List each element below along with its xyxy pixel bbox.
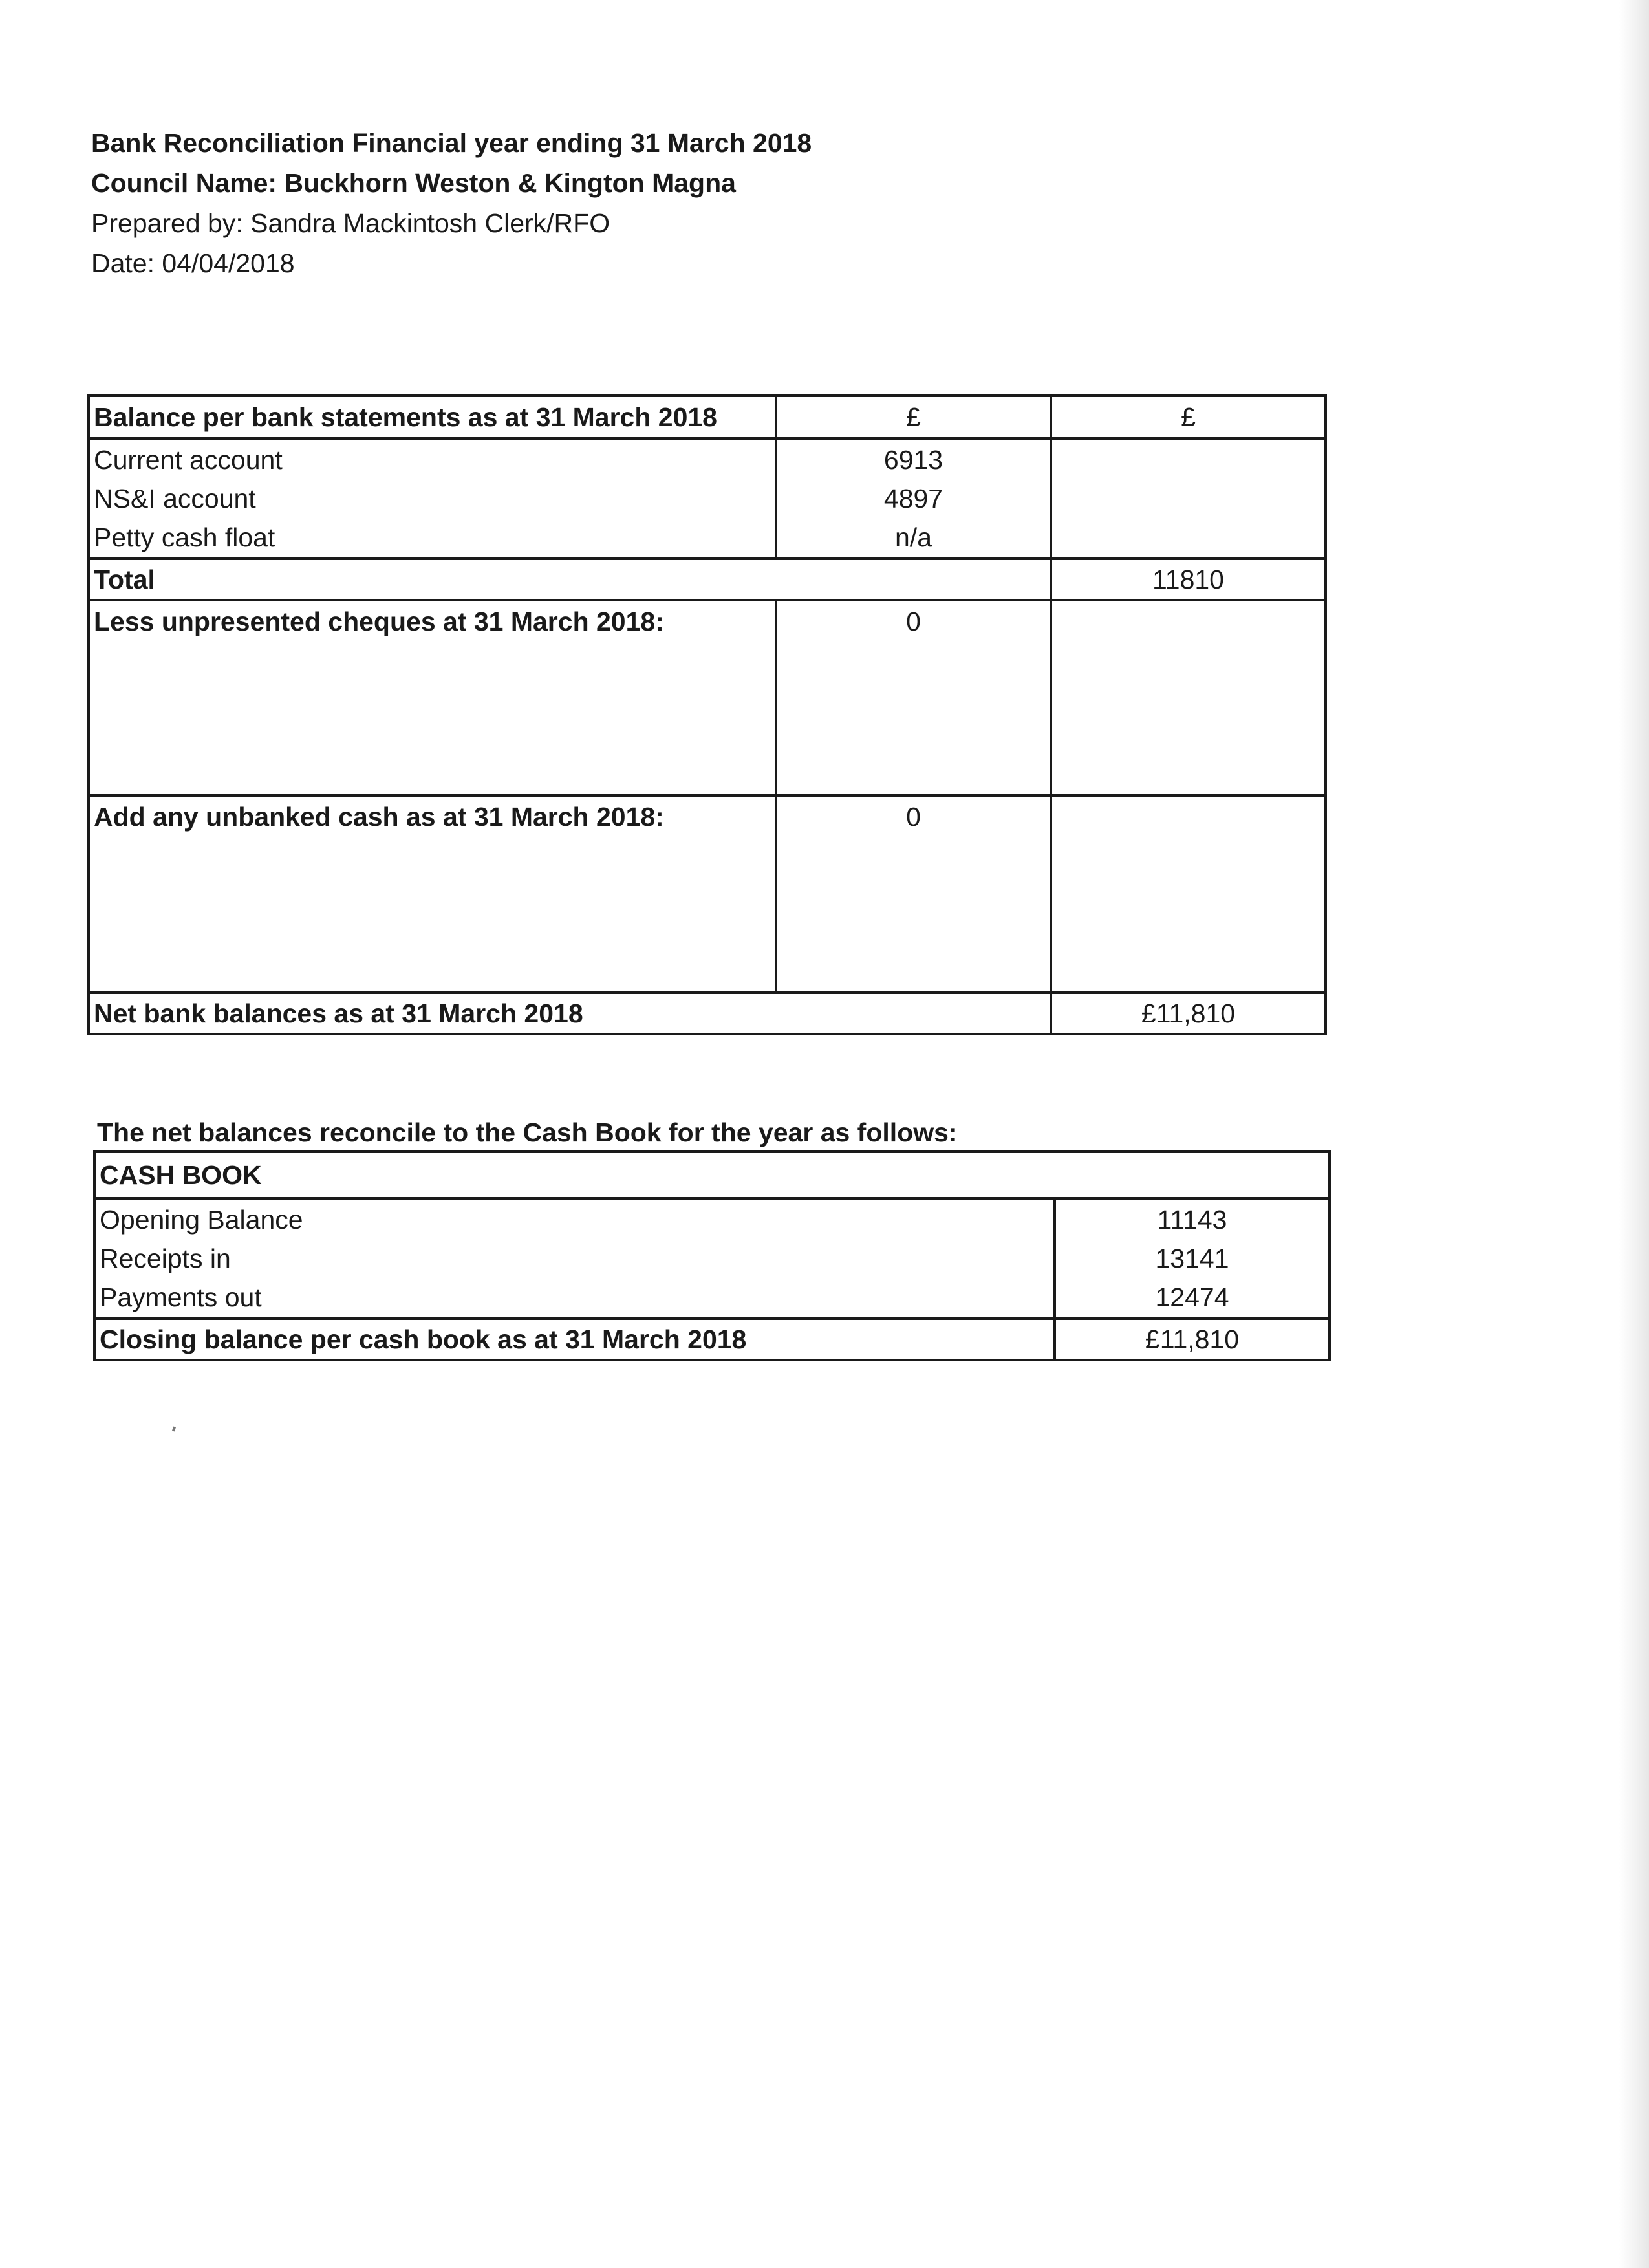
col2-currency-header: £ xyxy=(1051,396,1326,438)
table-row xyxy=(89,600,1326,795)
net-bank-balance-label: Net bank balances as at 31 March 2018 xyxy=(89,993,1051,1034)
table-row xyxy=(89,795,1326,993)
document-date: Date: 04/04/2018 xyxy=(91,248,295,278)
table-row xyxy=(94,1198,1330,1319)
net-bank-balance-value: £11,810 xyxy=(1051,993,1326,1034)
page-edge-shadow xyxy=(1619,0,1649,2268)
table-row xyxy=(89,993,1326,1034)
unbanked-cash-value: 0 xyxy=(776,795,1051,993)
cashbook-row-label: Opening Balance xyxy=(100,1205,303,1235)
col1-currency-header: £ xyxy=(776,396,1051,438)
cashbook-row-label: Receipts in xyxy=(100,1244,231,1273)
cashbook-row-value: 12474 xyxy=(1155,1282,1229,1312)
account-value: n/a xyxy=(895,523,932,552)
cashbook-labels xyxy=(94,1198,1055,1319)
account-label: NS&I account xyxy=(94,484,256,513)
account-value: 6913 xyxy=(883,445,943,475)
document-header xyxy=(91,123,812,283)
balance-heading: Balance per bank statements as at 31 March 2018 xyxy=(89,396,776,438)
unpresented-cheques-value: 0 xyxy=(776,600,1051,795)
total-value: 11810 xyxy=(1051,559,1326,600)
table-row xyxy=(89,438,1326,559)
empty-cell xyxy=(1051,600,1326,795)
cashbook-row-value: 11143 xyxy=(1157,1205,1227,1235)
unpresented-cheques-label: Less unpresented cheques at 31 March 2018: xyxy=(89,600,776,795)
account-values xyxy=(776,438,1051,559)
scan-speck xyxy=(172,1427,176,1432)
account-label: Current account xyxy=(94,445,283,475)
council-name: Council Name: Buckhorn Weston & Kington Magna xyxy=(91,168,736,198)
cashbook-row-label: Payments out xyxy=(100,1282,262,1312)
table-row xyxy=(89,396,1326,438)
unbanked-cash-label: Add any unbanked cash as at 31 March 2018: xyxy=(89,795,776,993)
account-label: Petty cash float xyxy=(94,523,275,552)
empty-cell xyxy=(1051,438,1326,559)
cash-book-table xyxy=(93,1150,1331,1361)
document-title: Bank Reconciliation Financial year ending 31 March 2018 xyxy=(91,128,812,158)
bank-reconciliation-table xyxy=(87,394,1327,1035)
account-labels xyxy=(89,438,776,559)
prepared-by: Prepared by: Sandra Mackintosh Clerk/RFO xyxy=(91,208,610,238)
closing-balance-value: £11,810 xyxy=(1055,1319,1330,1360)
empty-cell xyxy=(1051,795,1326,993)
table-row xyxy=(94,1319,1330,1360)
closing-balance-label: Closing balance per cash book as at 31 March 2018 xyxy=(94,1319,1055,1360)
account-value: 4897 xyxy=(883,484,943,513)
cashbook-values xyxy=(1055,1198,1330,1319)
cashbook-intro: The net balances reconcile to the Cash Book for the year as follows: xyxy=(97,1118,958,1147)
table-row xyxy=(94,1152,1330,1198)
cashbook-row-value: 13141 xyxy=(1155,1244,1229,1273)
cashbook-heading: CASH BOOK xyxy=(94,1152,1330,1198)
total-label: Total xyxy=(89,559,1051,600)
table-row xyxy=(89,559,1326,600)
